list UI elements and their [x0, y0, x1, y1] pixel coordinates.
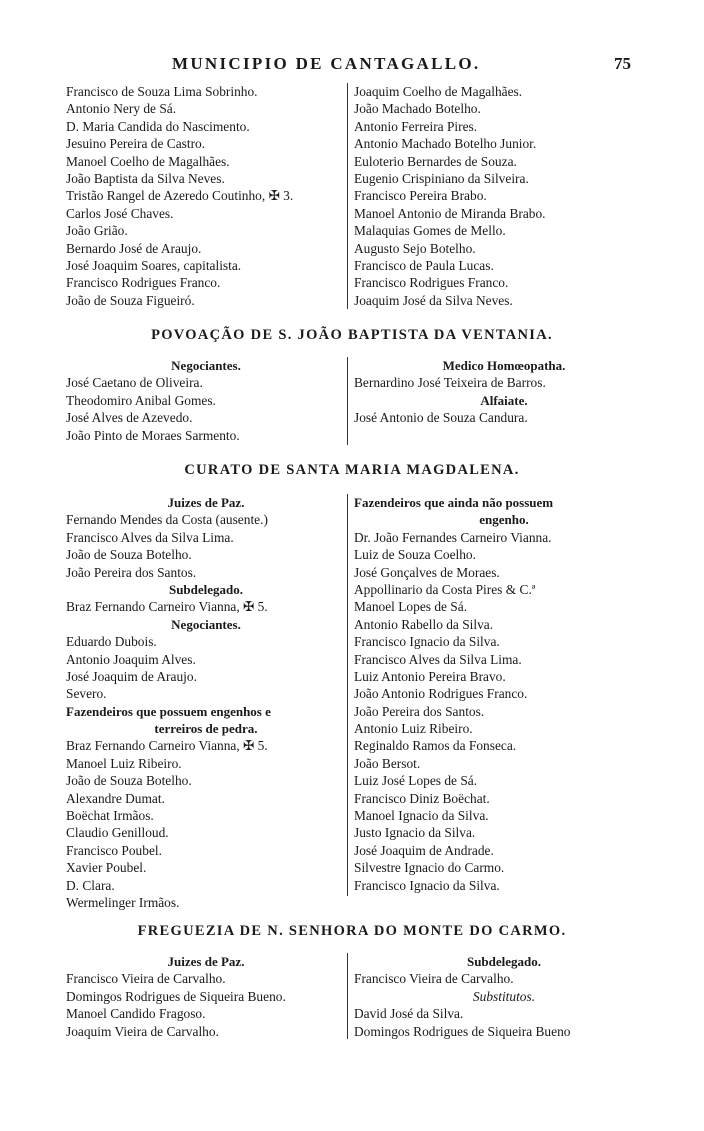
- list-item: Eugenio Crispiniano da Silveira.: [354, 170, 529, 186]
- list-item: Wermelinger Irmãos.: [66, 894, 180, 910]
- section-ventania: [0, 357, 704, 449]
- subheading: Juizes de Paz.: [167, 495, 245, 510]
- list-item: Carlos José Chaves.: [66, 205, 174, 221]
- list-item: José Joaquim Soares, capitalista.: [66, 257, 242, 273]
- list-item: Silvestre Ignacio do Carmo.: [354, 860, 505, 876]
- subheading: Negociantes.: [171, 358, 241, 373]
- list-item: Manoel Luiz Ribeiro.: [66, 755, 182, 771]
- list-item: D. Maria Candida do Nascimento.: [66, 118, 250, 134]
- monte-do-carmo-right-column: [354, 953, 654, 1040]
- list-item: Manoel Lopes de Sá.: [354, 599, 468, 615]
- list-item: Domingos Rodrigues de Siqueira Bueno: [354, 1023, 571, 1039]
- list-item: Antonio Luiz Ribeiro.: [354, 721, 473, 737]
- ventania-left-column: [66, 357, 346, 444]
- continued-list-left-column: [66, 83, 346, 309]
- ventania-right-column: [354, 357, 654, 427]
- section-monte-do-carmo: [0, 953, 704, 1045]
- list-item: João de Souza Figueiró.: [66, 292, 195, 308]
- monte-do-carmo-left-column: [66, 953, 346, 1040]
- list-item: Malaquias Gomes de Mello.: [354, 223, 506, 239]
- subheading: Substitutos.: [472, 988, 536, 1004]
- list-item: João Machado Botelho.: [354, 101, 481, 117]
- continued-list-right-column: [354, 83, 654, 309]
- list-item: Tristão Rangel de Azeredo Coutinho, ✠ 3.: [66, 188, 294, 204]
- column-divider: [347, 357, 348, 445]
- list-item: Theodomiro Anibal Gomes.: [66, 392, 216, 408]
- list-item: João Grião.: [66, 223, 128, 239]
- list-item: João Antonio Rodrigues Franco.: [354, 686, 528, 702]
- page-number: 75: [614, 54, 631, 73]
- list-item: Eduardo Dubois.: [66, 634, 157, 650]
- list-item: Boëchat Irmãos.: [66, 808, 154, 824]
- list-item: Joaquim José da Silva Neves.: [354, 292, 513, 308]
- list-item: Fernando Mendes da Costa (ausente.): [66, 512, 268, 528]
- list-item: Joaquim Vieira de Carvalho.: [66, 1023, 219, 1039]
- list-item: Justo Ignacio da Silva.: [354, 825, 476, 841]
- list-item: Francisco de Souza Lima Sobrinho.: [66, 84, 258, 99]
- list-item: Francisco Alves da Silva Lima.: [354, 651, 522, 667]
- list-item: Manoel Ignacio da Silva.: [354, 808, 489, 824]
- list-item: Alexandre Dumat.: [66, 790, 165, 806]
- column-divider: [347, 494, 348, 896]
- list-item: José Joaquim de Araujo.: [66, 668, 197, 684]
- list-item: Francisco Alves da Silva Lima.: [66, 529, 234, 545]
- list-item: Antonio Nery de Sá.: [66, 101, 177, 117]
- list-item: João Pereira dos Santos.: [354, 703, 485, 719]
- list-item: Francisco Vieira de Carvalho.: [66, 971, 226, 987]
- list-item: Severo.: [66, 686, 107, 702]
- list-item: Francisco Rodrigues Franco.: [66, 275, 221, 291]
- list-item: João de Souza Botelho.: [66, 547, 192, 563]
- list-item: João Bersot.: [354, 755, 421, 771]
- list-item: João Baptista da Silva Neves.: [66, 170, 225, 186]
- list-item: Dr. João Fernandes Carneiro Vianna.: [354, 529, 552, 545]
- list-item: Manoel Coelho de Magalhães.: [66, 153, 230, 169]
- list-item: Claudio Genilloud.: [66, 825, 169, 841]
- subheading: Medico Homœopatha.: [442, 358, 566, 373]
- list-item: Jesuino Pereira de Castro.: [66, 136, 206, 152]
- list-item: D. Clara.: [66, 877, 115, 893]
- subheading: Alfaiate.: [480, 392, 528, 408]
- list-item: Antonio Rabello da Silva.: [354, 616, 494, 632]
- magdalena-right-column: [354, 494, 654, 894]
- list-item: Manoel Antonio de Miranda Brabo.: [354, 205, 546, 221]
- page-title: MUNICIPIO DE CANTAGALLO.: [172, 54, 481, 73]
- subheading: terreiros de pedra.: [154, 721, 258, 737]
- subheading: Juizes de Paz.: [167, 954, 245, 969]
- list-item: José Alves de Azevedo.: [66, 410, 193, 426]
- subheading: Fazendeiros que ainda não possuem: [354, 495, 554, 510]
- list-item: Francisco Ignacio da Silva.: [354, 634, 500, 650]
- section-magdalena: [0, 494, 704, 914]
- list-item: Francisco Pereira Brabo.: [354, 188, 487, 204]
- magdalena-left-column: [66, 494, 346, 911]
- list-item: Francisco de Paula Lucas.: [354, 257, 494, 273]
- list-item: João Pinto de Moraes Sarmento.: [66, 427, 240, 443]
- list-item: Euloterio Bernardes de Souza.: [354, 153, 517, 169]
- list-item: Francisco Poubel.: [66, 842, 162, 858]
- list-item: Joaquim Coelho de Magalhães.: [354, 84, 523, 99]
- list-item: João de Souza Botelho.: [66, 773, 192, 789]
- list-item: Francisco Rodrigues Franco.: [354, 275, 509, 291]
- list-item: Xavier Poubel.: [66, 860, 147, 876]
- list-item: Luiz de Souza Coelho.: [354, 547, 476, 563]
- section-title-magdalena: CURATO DE SANTA MARIA MAGDALENA.: [184, 462, 520, 478]
- list-item: Francisco Vieira de Carvalho.: [354, 971, 514, 987]
- section-title-monte-do-carmo: FREGUEZIA DE N. SENHORA DO MONTE DO CARMO.: [137, 923, 567, 939]
- page-header: [0, 54, 704, 78]
- list-item: Antonio Ferreira Pires.: [354, 118, 478, 134]
- list-item: Domingos Rodrigues de Siqueira Bueno.: [66, 988, 286, 1004]
- list-item: Antonio Joaquim Alves.: [66, 651, 196, 667]
- list-item: Augusto Sejo Botelho.: [354, 240, 476, 256]
- list-item: José Antonio de Souza Candura.: [354, 410, 528, 426]
- subheading: Subdelegado.: [168, 581, 244, 597]
- list-item: Antonio Machado Botelho Junior.: [354, 136, 537, 152]
- list-item: Manoel Candido Fragoso.: [66, 1006, 206, 1022]
- list-item: Luiz Antonio Pereira Bravo.: [354, 668, 506, 684]
- list-item: José Caetano de Oliveira.: [66, 375, 203, 391]
- column-divider: [347, 83, 348, 309]
- list-item: Reginaldo Ramos da Fonseca.: [354, 738, 517, 754]
- list-item: Appollinario da Costa Pires & C.ª: [354, 581, 536, 597]
- list-item: Francisco Diniz Boëchat.: [354, 790, 490, 806]
- subheading: Subdelegado.: [466, 954, 542, 969]
- subheading: engenho.: [479, 512, 529, 528]
- list-item: João Pereira dos Santos.: [66, 564, 197, 580]
- list-item: José Gonçalves de Moraes.: [354, 564, 500, 580]
- column-divider: [347, 953, 348, 1039]
- list-item: José Joaquim de Andrade.: [354, 842, 494, 858]
- list-item: Luiz José Lopes de Sá.: [354, 773, 478, 789]
- list-item: Braz Fernando Carneiro Vianna, ✠ 5.: [66, 738, 268, 754]
- subheading: Fazendeiros que possuem engenhos e: [66, 703, 271, 719]
- list-item: David José da Silva.: [354, 1006, 464, 1022]
- list-item: Bernardino José Teixeira de Barros.: [354, 375, 546, 391]
- list-item: Francisco Ignacio da Silva.: [354, 877, 500, 893]
- list-item: Bernardo José de Araujo.: [66, 240, 202, 256]
- continued-list: [0, 83, 704, 313]
- subheading: Negociantes.: [171, 616, 241, 632]
- list-item: Braz Fernando Carneiro Vianna, ✠ 5.: [66, 599, 268, 615]
- section-title-ventania: POVOAÇÃO DE S. JOÃO BAPTISTA DA VENTANIA.: [151, 327, 553, 343]
